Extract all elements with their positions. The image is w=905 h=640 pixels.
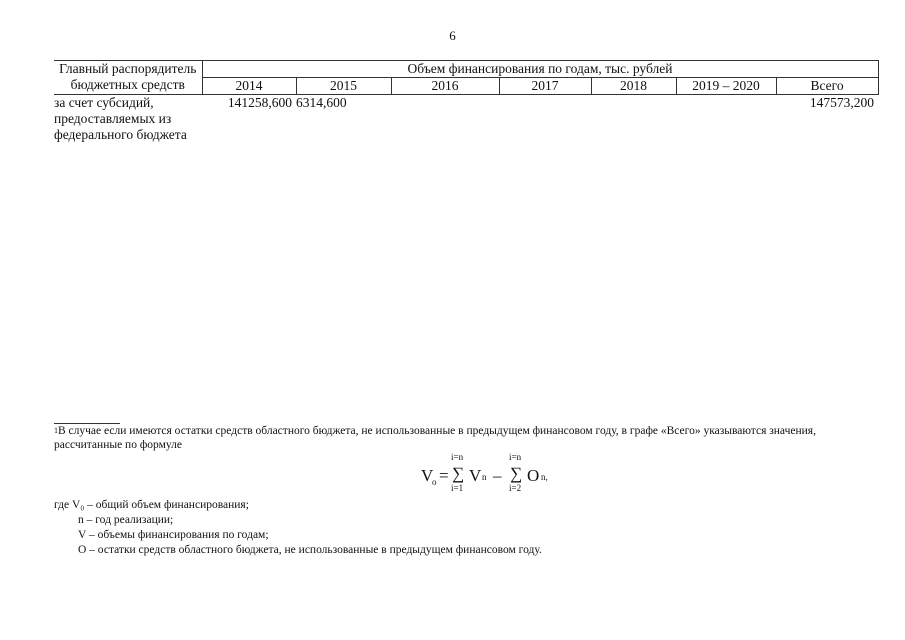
header-year-2016: 2016 <box>391 78 499 95</box>
cell-total: 147573,200 <box>809 95 875 110</box>
cell-2016 <box>391 95 499 144</box>
header-year-2015: 2015 <box>296 78 391 95</box>
footnote-marker: 1 <box>54 426 58 435</box>
definition-volumes: V – объемы финансирования по годам; <box>78 529 269 541</box>
header-financing-group: Объем финансирования по годам, тыс. рублей <box>202 61 878 78</box>
cell-2018 <box>591 95 676 144</box>
footnote-text <box>54 424 854 452</box>
formula <box>421 452 581 494</box>
sum2-symbol: ∑ <box>510 464 523 483</box>
definition-remainders: O – остатки средств областного бюджета, не использованные в предыдущем финансовом году. <box>78 544 542 556</box>
footnote-body: В случае если имеются остатки средств областного бюджета, не использованные в предыдущем финансовом году, в графе «Всего» указываются значения, рассчитанные по формуле <box>54 425 816 451</box>
cell-2019-2020 <box>676 95 776 144</box>
definition-year: n – год реализации; <box>78 514 174 526</box>
formula-lhs-sub: o <box>432 477 437 487</box>
financing-table <box>54 60 879 143</box>
sum1-symbol: ∑ <box>452 464 465 483</box>
header-year-2017: 2017 <box>499 78 591 95</box>
sum1-upper: i=n <box>451 452 464 462</box>
cell-2014: 141258,600 <box>227 95 292 110</box>
cell-2017 <box>499 95 591 144</box>
sum2-upper: i=n <box>509 452 522 462</box>
formula-term2-sub: n, <box>541 472 548 482</box>
header-year-2014: 2014 <box>202 78 296 95</box>
formula-term1: V <box>469 466 482 485</box>
formula-equals: = <box>439 466 449 485</box>
page-number: 6 <box>449 28 456 43</box>
header-total: Всего <box>776 78 878 95</box>
formula-term2: O <box>527 466 540 485</box>
formula-lhs: V <box>421 466 434 485</box>
formula-minus: – <box>493 466 502 485</box>
cell-2015: 6314,600 <box>296 95 347 110</box>
definition-total-volume: где V₀ – общий объем финансирования; <box>54 499 249 511</box>
sum1-lower: i=1 <box>451 483 464 493</box>
table-row <box>54 95 878 144</box>
header-year-2019-2020: 2019 – 2020 <box>676 78 776 95</box>
header-year-2018: 2018 <box>591 78 676 95</box>
row-label: за счет субсидий, предоставляемых из федерального бюджета <box>54 95 187 142</box>
header-main-distributor: Главный распорядитель бюджетных средств <box>54 61 202 95</box>
sum2-lower: i=2 <box>509 483 522 493</box>
formula-term1-sub: n <box>482 472 487 482</box>
